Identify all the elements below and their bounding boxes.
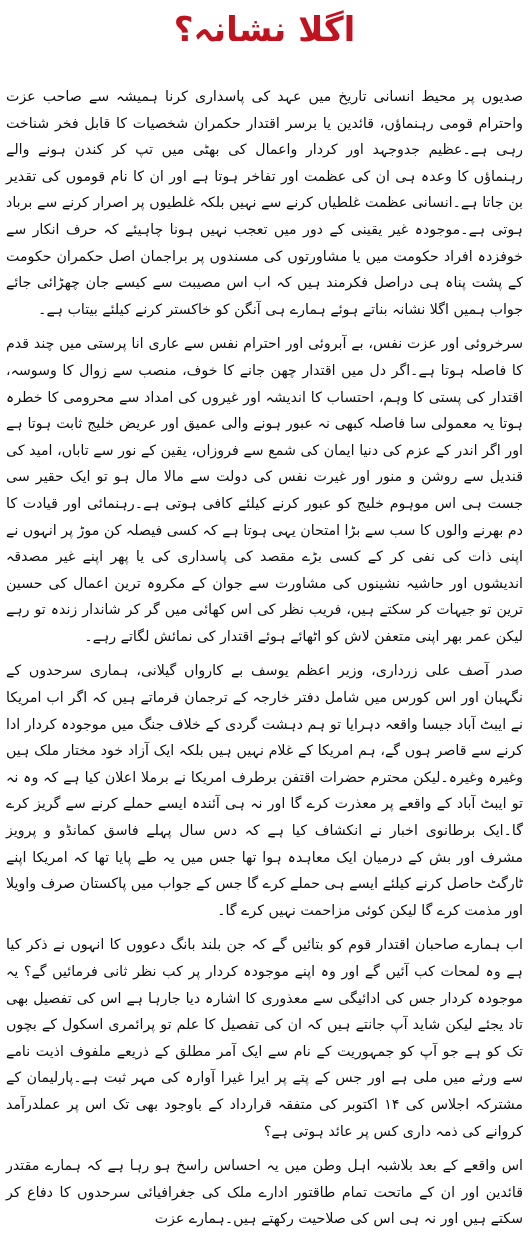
paragraph-5: اس واقعے کے بعد بلاشبہ اہل وطن میں یہ احساس راسخ ہو رہا ہے کہ ہمارے مقتدر قائدین اور ان کے ماتحت تمام طاقتور ادارے ملک کی جغرافیائی سرحدوں کا دفاع کر سکتے ہیں اور نہ ہی اس کی صلاحیت رکھتے ہیں۔ہمارے عزت (6, 1158, 523, 1228)
paragraph-1: صدیوں پر محیط انسانی تاریخ میں عہد کی پاسداری کرنا ہمیشہ سے صاحب عزت واحترام قومی رہنماؤں، قائدین یا برسر اقتدار حکمران شخصیات کا قابل فخر شناخت رہی ہے۔عظیم جدوجہد اور کردار واعمال کی بھٹی میں تپ کر کندن ہونے والے رہنماؤں کا وعدہ ہی ان کی عظمت اور تفاخر ہوتا ہے اور ان کا نام قوموں کی تقدیر بن جاتا ہے۔انسانی عظمت غلطیاں کرنے سے نہیں بلکہ غلطیوں پر اصرار کرنے سے برباد ہوتی ہے۔موجودہ غیر یقینی کے دور میں تعجب نہیں ہونا چاہیئے کہ حرف انکار سے خوفزدہ افراد حکومت میں یا مشاورتوں کی مسندوں پر براجمان اصل حکمران حکومت کے پشت پناہ ہی دراصل فکرمند ہیں کہ اب اس مصیبت سے کیسے جان چھڑائی جائے جواب ہمیں اگلا نشانہ بناتے ہوئے ہمارے ہی آنگن کو خاکستر کرنے کیلئے بیتاب ہے۔ (6, 89, 523, 318)
paragraph-4: اب ہمارے صاحبان اقتدار قوم کو بتائیں گے کہ جن بلند بانگ دعووں کا انہوں نے ذکر کیا ہے وہ لمحات کب آئیں گے اور وہ اپنے موجودہ کردار پر کب نظر ثانی فرمائیں گے؟ یہ موجودہ کردار جس کی ادائیگی سے معذوری کا اشارہ دیا جارہا ہے اس کی تفصیل بھی تاد یجئے لیکن شاید آپ جانتے ہیں کہ ان کی تفصیل کا علم تو پرائمری اسکول کے بچوں تک کو ہے جو آپ کو جمہوریت کے نام سے ایک آمر مطلق کے ذریعے ملفوف اذیت نامے سے ورثے میں ملی ہے اور جس کے پتے پر ایرا غیرا آوارہ کی مہر ثبت ہے۔پارلیمان کے مشترکہ اجلاس کی ۱۴ اکتوبر کی متفقہ قرارداد کے باوجود بھی تک اس پر عملدرآمد کروانے کی ذمہ داری کس پر عائد ہوتی ہے؟ (6, 937, 523, 1140)
article-title: اگلا نشانہ؟ (173, 10, 356, 50)
paragraph-3: صدر آصف علی زرداری، وزیر اعظم یوسف بے کارواں گیلانی، ہماری سرحدوں کے نگہبان اور اس کورس میں شامل دفتر خارجہ کے ترجمان فرماتے ہیں کہ اگر اب امریکا نے ایبٹ آباد جیسا واقعہ دہرایا تو ہم دہشت گردی کے خلاف جنگ میں موجودہ کردار ادا کرنے سے قاصر ہوں گے، ہم امریکا کے غلام نہیں ہیں بلکہ ایک آزاد خود مختار ملک ہیں وغیرہ وغیرہ۔لیکن محترم حضرات اقتفن برطرف امریکا نے برملا اعلان کیا ہے کہ وہ نہ تو ایبٹ آباد کے واقعے پر معذرت کرے گا اور نہ ہی آئندہ ایسے حملے کرنے سے گریز کرے گا۔ایک برطانوی اخبار نے انکشاف کیا ہے کہ دس سال پہلے فاسق کمانڈو و پرویز مشرف اور بش کے درمیان ایک معاہدہ ہوا تھا جس میں یہ طے پایا تھا کہ امریکا اپنے ٹارگٹ حاصل کرنے کیلئے ایسے ہی حملے کرے گا جس کے جواب میں پاکستان صرف واویلا اور مذمت کرے گا لیکن کوئی مزاحمت نہیں کرے گا۔ (6, 663, 523, 919)
paragraph-2: سرخروئی اور عزت نفس، بے آبروئی اور احترام نفس سے عاری انا پرستی میں چند قدم کا فاصلہ ہوتا ہے۔اگر دل میں اقتدار چھن جانے کا خوف، منصب سے زوال کا وسوسہ، اقتدار کی پستی کا وہم، احتساب کا اندیشہ اور غیروں کی امداد سے محرومی کا خطرہ ہوتا یہ معمولی سا فاصلہ کبھی نہ عبور ہونے والی عمیق اور عریض خلیج ثابت ہوتا ہے اور اگر اندر کے عزم کی دنیا ایمان کی شمع سے فروزاں، یقین کے نور سے تاباں، امید کی قندیل سے روشن و منور اور غیرت نفس کی دولت سے مالا مال ہو تو ایک حقیر سی جست ہی اس موہوم خلیج کو عبور کرنے کیلئے کافی ہوتی ہے۔رہنمائی اور قیادت کا دم بھرنے والوں کا سب سے بڑا امتحان یہی ہوتا ہے کہ کسی فیصلہ کن موڑ پر انہوں نے اپنی ذات کی نفی کر کے کسی بڑے مقصد کی پاسداری کی یا پھر اپنے غیر مصدقہ اندیشوں اور حاشیہ نشینوں کی مشاورت سے جوان کے مکروہ ترین اعمال کی حسین ترین تو جیہات کر سکتے ہیں، فریب نظر کی اس کھائی میں گر کر شاندار زندہ تو رہے لیکن عمر بھر اپنی متعفن لاش کو اٹھائے ہوئے اقتدار کی نمائش لگاتے رہے۔ (6, 336, 523, 645)
